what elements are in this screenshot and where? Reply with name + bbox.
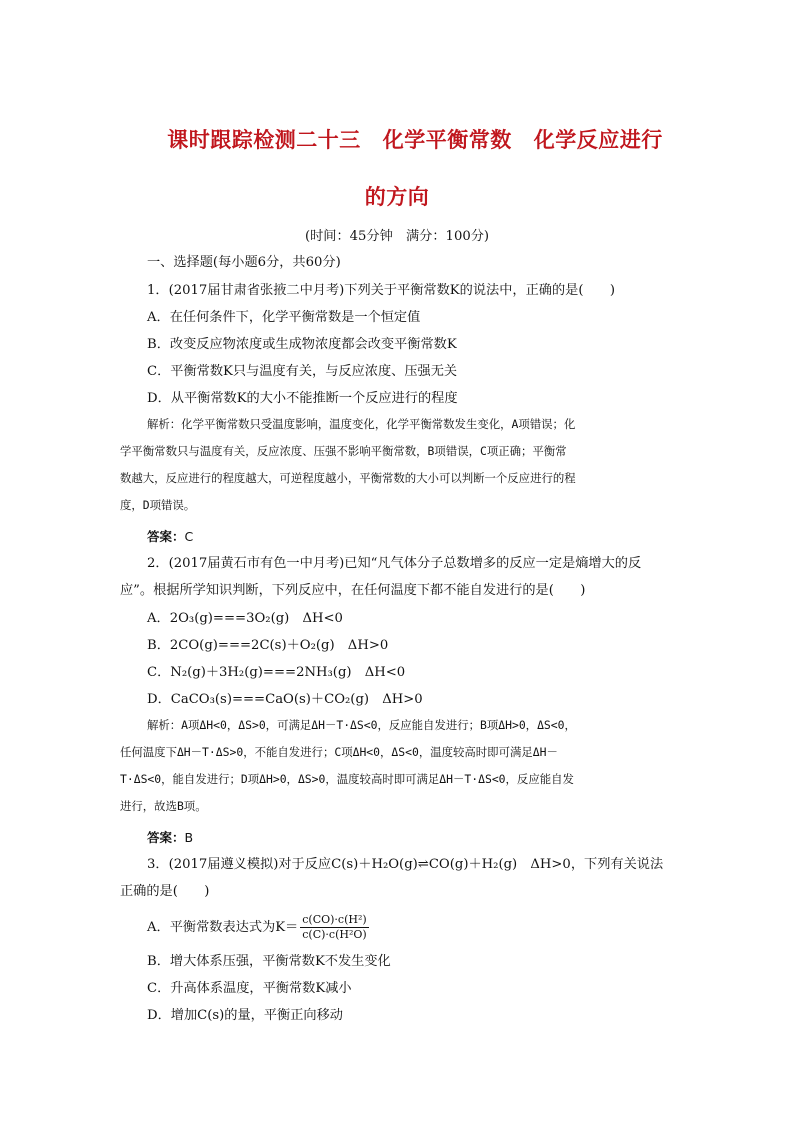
q1-solution-line: 度，D项错误。	[120, 498, 196, 512]
answer-value: C	[184, 529, 194, 544]
answer-label: 答案：	[147, 529, 185, 544]
q1-option-c: C．平衡常数K只与温度有关，与反应浓度、压强无关	[147, 364, 458, 379]
document-title-line1	[0, 124, 794, 154]
q1-stem: 1．(2017届甘肃省张掖二中月考)下列关于平衡常数K的说法中，正确的是( )	[147, 283, 616, 298]
fraction-denominator: c(C)·c(H²O)	[302, 928, 367, 941]
q2-option-c: C．N₂(g)＋3H₂(g)===2NH₃(g) ΔH<0	[147, 665, 406, 680]
q3-option-a	[147, 913, 369, 942]
q1-solution-line: 数越大，反应进行的程度越大，可逆程度越小，平衡常数的大小可以判断一个反应进行的程	[120, 471, 576, 485]
answer-value: B	[184, 830, 194, 845]
q2-solution-line: 进行，故选B项。	[120, 799, 207, 813]
section-heading: 一、选择题(每小题6分，共60分)	[147, 255, 341, 270]
q1-solution-line: 学平衡常数只与温度有关，反应浓度、压强不影响平衡常数，B项错误，C项正确；平衡常	[120, 444, 567, 458]
q3-stem-line1: 3．(2017届遵义模拟)对于反应C(s)＋H₂O(g)⇌CO(g)＋H₂(g) ΔH>0，下列有关说法	[147, 857, 664, 872]
q2-answer	[147, 828, 193, 846]
q1-option-d: D．从平衡常数K的大小不能推断一个反应进行的程度	[147, 391, 458, 406]
q1-option-b: B．改变反应物浓度或生成物浓度都会改变平衡常数K	[147, 337, 457, 352]
answer-label: 答案：	[147, 830, 185, 845]
fraction-numerator: c(CO)·c(H²)	[302, 913, 367, 926]
q1-solution-line: 解析：化学平衡常数只受温度影响，温度变化，化学平衡常数发生变化，A项错误；化	[147, 417, 576, 431]
q2-stem-line1: 2．(2017届黄石市有色一中月考)已知“凡气体分子总数增多的反应一定是熵增大的反	[147, 556, 642, 571]
title-part1: 课时跟踪检测二十三	[167, 128, 361, 152]
q1-answer	[147, 527, 193, 545]
q2-option-b: B．2CO(g)===2C(s)＋O₂(g) ΔH>0	[147, 638, 389, 653]
q2-solution-line: 任何温度下ΔH－T·ΔS>0，不能自发进行；C项ΔH<0，ΔS<0，温度较高时即可满足ΔH－	[120, 745, 558, 759]
q1-option-a: A．在任何条件下，化学平衡常数是一个恒定值	[147, 310, 421, 325]
q2-option-a: A．2O₃(g)===3O₂(g) ΔH<0	[147, 611, 343, 626]
q2-solution-line: 解析：A项ΔH<0，ΔS>0，可满足ΔH－T·ΔS<0，反应能自发进行；B项ΔH>0，ΔS<0，	[147, 718, 576, 732]
equilibrium-fraction	[300, 913, 368, 942]
q3-option-c: C．升高体系温度，平衡常数K减小	[147, 981, 352, 996]
q2-stem-line2: 应”。根据所学知识判断，下列反应中，在任何温度下都不能自发进行的是( )	[120, 583, 586, 598]
q3-option-d: D．增加C(s)的量，平衡正向移动	[147, 1008, 343, 1023]
q2-option-d: D．CaCO₃(s)===CaO(s)＋CO₂(g) ΔH>0	[147, 692, 423, 707]
q2-solution	[120, 712, 673, 820]
q3-stem-line2: 正确的是( )	[120, 884, 210, 899]
q3-option-b: B．增大体系压强，平衡常数K不发生变化	[147, 954, 391, 969]
exam-meta: (时间：45分钟 满分：100分)	[304, 229, 490, 244]
document-title-line2: 的方向	[364, 185, 430, 209]
title-part2: 化学平衡常数	[382, 128, 512, 152]
q1-solution	[120, 411, 673, 519]
q3-option-a-prefix: A．平衡常数表达式为K＝	[147, 920, 299, 935]
title-part3: 化学反应进行	[533, 128, 663, 152]
q2-solution-line: T·ΔS<0，能自发进行；D项ΔH>0，ΔS>0，温度较高时即可满足ΔH－T·ΔS<0，反应能自发	[120, 772, 574, 786]
